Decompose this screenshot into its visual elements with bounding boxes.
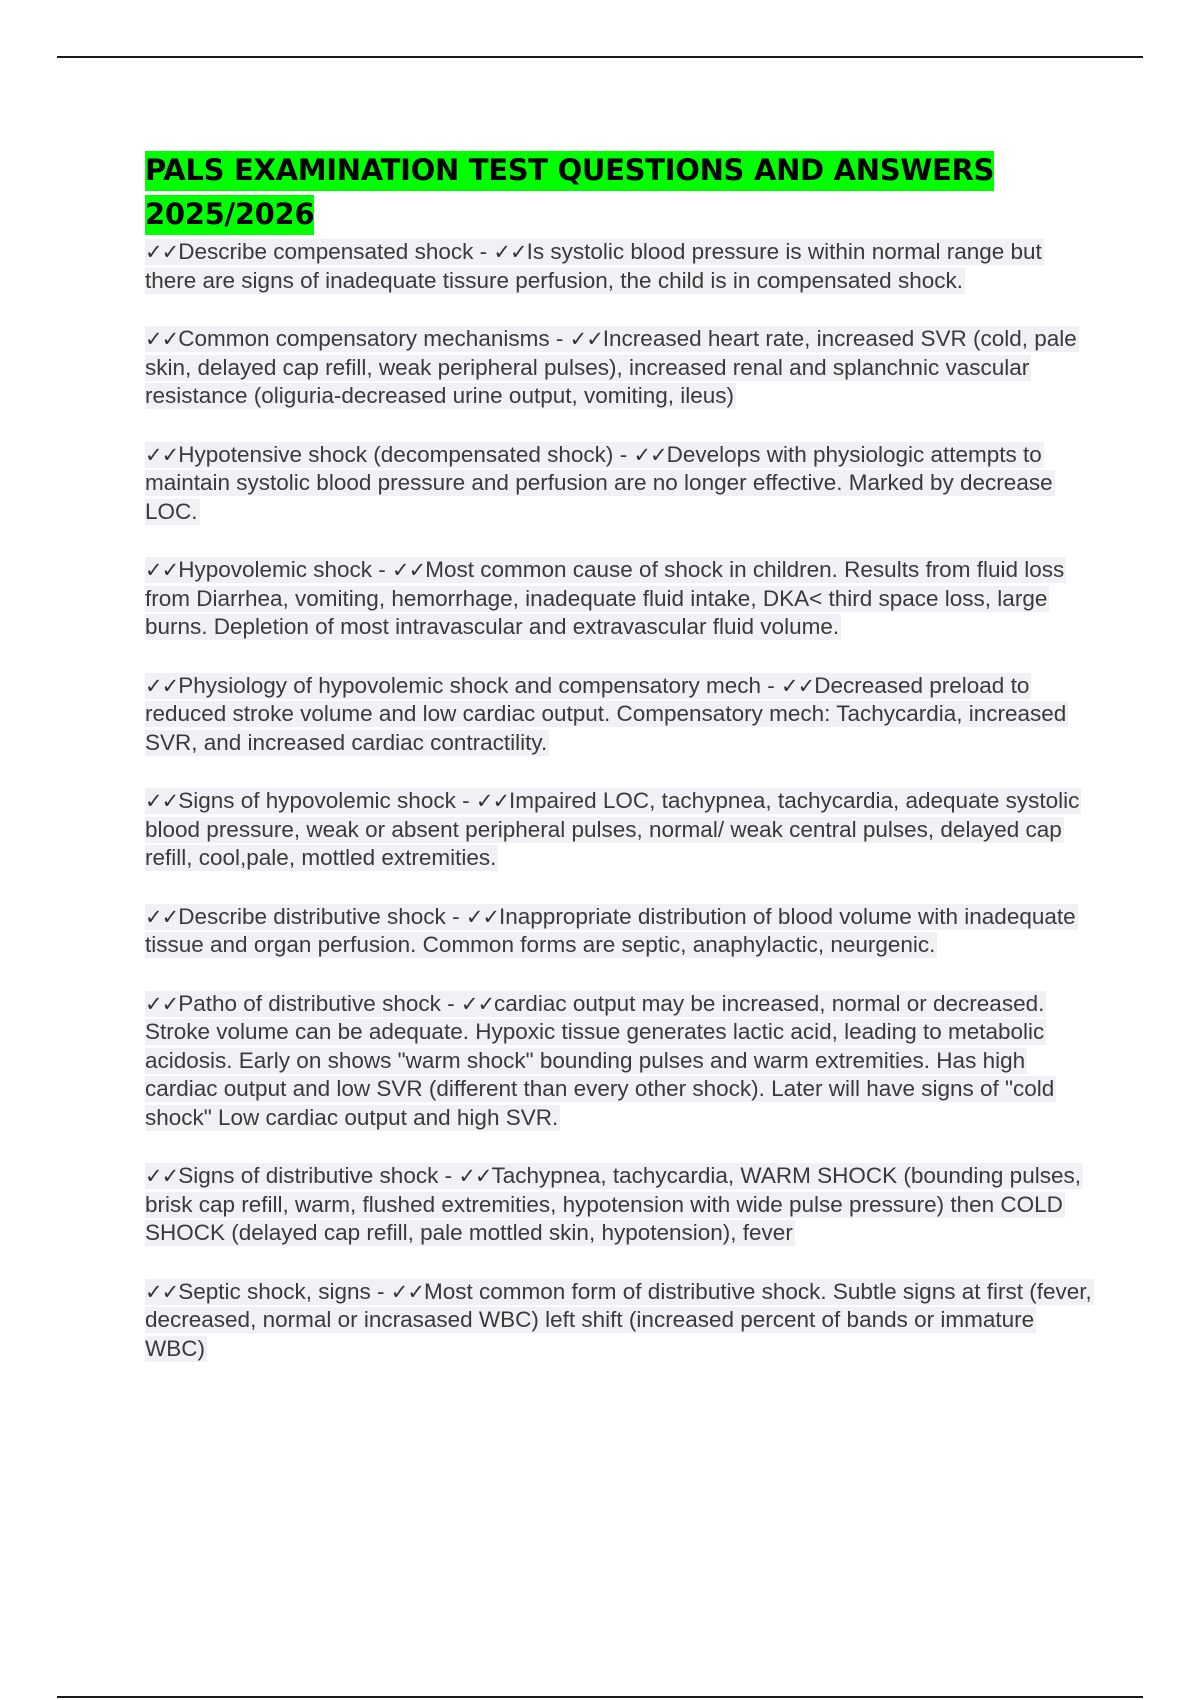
question-text: Hypotensive shock (decompensated shock) [178, 441, 614, 467]
answer-text: Inappropriate distribution of blood volume with inadequate tissue and organ perfusion. Common forms are septic, anaphylactic, neurgenic. [145, 903, 1076, 957]
answer-text: Most common cause of shock in children. Results from fluid loss from Diarrhea, vomiting, hemorrhage, inadequate fluid intake, DKA< third space loss, large burns. Depletion of most intravascular and extravascular fluid volume. [145, 557, 1065, 639]
qa-list [145, 238, 1095, 1363]
qa-separator: - [440, 990, 461, 1016]
checkmark-icon: ✓✓ [460, 991, 495, 1016]
checkmark-icon: ✓✓ [145, 240, 179, 264]
question-text: Common compensatory mechanisms [178, 326, 550, 351]
checkmark-icon: ✓✓ [145, 442, 179, 467]
checkmark-icon: ✓✓ [145, 673, 179, 698]
qa-highlight [145, 991, 1056, 1131]
qa-separator: - [473, 239, 494, 264]
qa-separator: - [549, 326, 570, 351]
qa-item [145, 672, 1095, 758]
qa-separator: - [761, 672, 781, 698]
qa-item [145, 990, 1095, 1133]
checkmark-icon: ✓✓ [145, 1279, 179, 1304]
qa-highlight [145, 1163, 1083, 1246]
answer-text: Increased heart rate, increased SVR (cold, pale skin, delayed cap refill, weak peripheral pulses), increased renal and splanchnic vascular resistance (oliguria-decreased urine output, vomiting, ileus) [145, 326, 1077, 408]
qa-separator: - [370, 1278, 391, 1304]
checkmark-icon: ✓✓ [458, 1164, 492, 1188]
qa-highlight [145, 788, 1081, 871]
qa-separator: - [455, 788, 476, 813]
qa-highlight [145, 557, 1066, 640]
question-text: Septic shock, signs [178, 1278, 371, 1304]
qa-separator: - [438, 1163, 459, 1188]
checkmark-icon: ✓✓ [569, 327, 603, 351]
answer-text: Impaired LOC, tachypnea, tachycardia, adequate systolic blood pressure, weak or absent peripheral pulses, normal/ weak central pulses, delayed cap refill, cool,pale, mottled extremities. [145, 788, 1080, 870]
checkmark-icon: ✓✓ [145, 558, 179, 582]
checkmark-icon: ✓✓ [145, 904, 179, 929]
checkmark-icon: ✓✓ [145, 327, 179, 351]
question-text: Signs of distributive shock [178, 1163, 439, 1188]
checkmark-icon: ✓✓ [390, 1279, 424, 1304]
answer-text: Most common form of distributive shock. Subtle signs at first (fever, decreased, normal or incrasased WBC) left shift (increased percent of bands or immature WBC) [145, 1278, 1092, 1361]
qa-highlight [145, 239, 1044, 294]
bottom-rule [57, 1696, 1143, 1698]
checkmark-icon: ✓✓ [493, 240, 527, 264]
checkmark-icon: ✓✓ [781, 673, 815, 698]
answer-text: Tachypnea, tachycardia, WARM SHOCK (bounding pulses, brisk cap refill, warm, flushed extremities, hypotension with wide pulse pressure) then COLD SHOCK (delayed cap refill, pale mottled skin, hypotension), fever [145, 1163, 1081, 1245]
qa-item [145, 238, 1095, 295]
question-text: Physiology of hypovolemic shock and compensatory mech [178, 672, 761, 698]
question-text: Describe compensated shock [178, 239, 474, 264]
checkmark-icon: ✓✓ [465, 904, 500, 929]
answer-text: Is systolic blood pressure is within normal range but there are signs of inadequate tissure perfusion, the child is in compensated shock. [145, 239, 1042, 293]
qa-item [145, 1278, 1095, 1364]
qa-item [145, 325, 1095, 411]
checkmark-icon: ✓✓ [145, 789, 179, 813]
question-text: Signs of hypovolemic shock [178, 788, 456, 813]
qa-highlight [145, 326, 1079, 409]
answer-text: Develops with physiologic attempts to maintain systolic blood pressure and perfusion are no longer effective. Marked by decrease LOC. [145, 441, 1053, 524]
qa-separator: - [372, 557, 393, 582]
qa-highlight [145, 1279, 1094, 1362]
checkmark-icon: ✓✓ [145, 1164, 179, 1188]
checkmark-icon: ✓✓ [475, 789, 510, 813]
question-text: Patho of distributive shock [178, 990, 441, 1016]
answer-text: cardiac output may be increased, normal or decreased. Stroke volume can be adequate. Hypoxic tissue generates lactic acid, leading to metabolic acidosis. Early on shows "warm shock" bounding pulses and warm extremities. Has high cardiac output and low SVR (different than every other shock). Later will have signs of "cold shock" Low cardiac output and high SVR. [145, 990, 1055, 1130]
document-body [145, 148, 1095, 1393]
qa-separator: - [445, 903, 466, 929]
checkmark-icon: ✓✓ [392, 558, 426, 582]
qa-separator: - [613, 441, 634, 467]
title-highlight: PALS EXAMINATION TEST QUESTIONS AND ANSWERS 2025/2026 [145, 151, 994, 235]
checkmark-icon: ✓✓ [145, 991, 179, 1016]
document-title [145, 148, 1095, 236]
qa-item [145, 556, 1095, 642]
top-rule [57, 56, 1143, 58]
qa-item [145, 441, 1095, 527]
qa-item [145, 787, 1095, 873]
qa-highlight [145, 673, 1068, 756]
question-text: Describe distributive shock [178, 903, 446, 929]
checkmark-icon: ✓✓ [633, 442, 667, 467]
qa-item [145, 903, 1095, 960]
answer-text: Decreased preload to reduced stroke volume and low cardiac output. Compensatory mech: Tachycardia, increased SVR, and increased cardiac contractility. [145, 672, 1067, 755]
qa-item [145, 1162, 1095, 1248]
qa-highlight [145, 904, 1078, 959]
question-text: Hypovolemic shock [178, 557, 373, 582]
qa-highlight [145, 442, 1055, 525]
